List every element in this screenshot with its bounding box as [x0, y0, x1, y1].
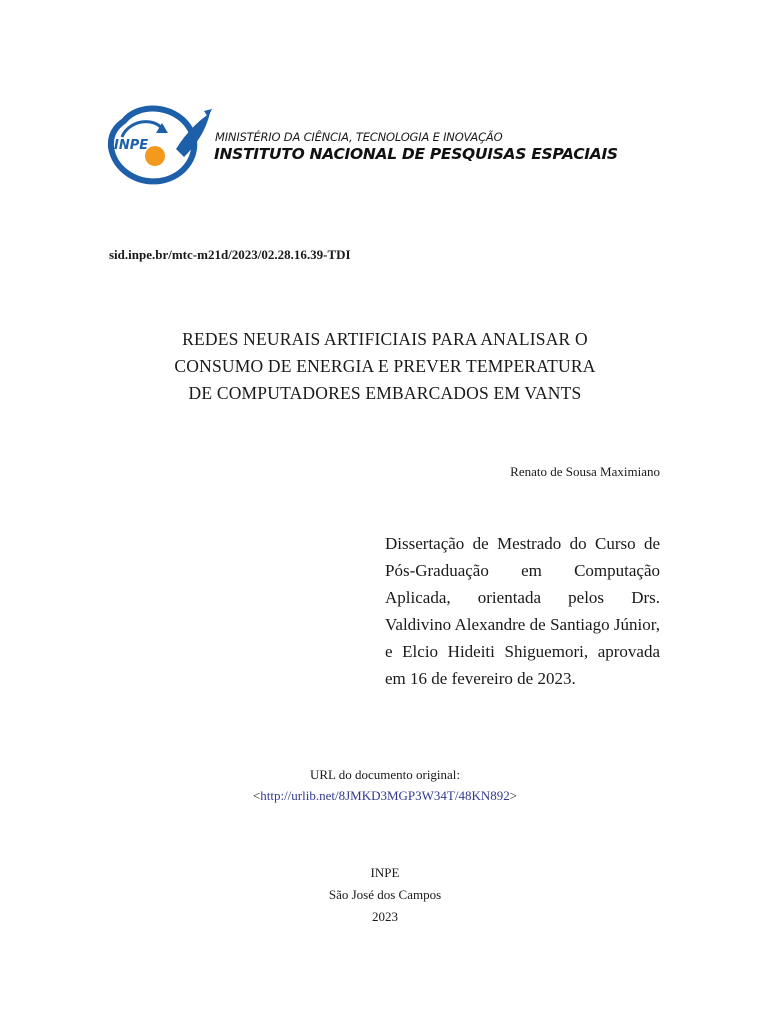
document-url-link[interactable]: http://urlib.net/8JMKD3MGP3W34T/48KN892 [260, 788, 510, 803]
ministry-name: MINISTÉRIO DA CIÊNCIA, TECNOLOGIA E INOVAÇÃO [215, 130, 503, 144]
imprint-city: São José dos Campos [328, 887, 442, 902]
imprint [0, 862, 770, 928]
url-open-bracket: < [252, 788, 261, 803]
url-block [0, 764, 770, 806]
imprint-institution: INPE [370, 865, 400, 880]
url-close-bracket: > [509, 788, 518, 803]
author-name: Renato de Sousa Maximiano [510, 464, 660, 479]
title-line: REDES NEURAIS ARTIFICIAIS PARA ANALISAR O [182, 329, 588, 349]
inpe-logo [106, 103, 618, 185]
url-label: URL do documento original: [309, 767, 461, 782]
title-line: CONSUMO DE ENERGIA E PREVER TEMPERATURA [174, 356, 596, 376]
inpe-emblem-icon [106, 103, 216, 185]
document-title [100, 326, 670, 407]
imprint-year: 2023 [372, 909, 398, 924]
emblem-text: INPE [114, 138, 149, 153]
dissertation-description: Dissertação de Mestrado do Curso de Pós-Graduação em Computação Aplicada, orientada pelos Drs. Valdivino Alexandre de Santiago Júnior, e Elcio Hideiti Shiguemori, aprovada em 16 de fevereiro de 2023. [385, 534, 660, 688]
title-line: DE COMPUTADORES EMBARCADOS EM VANTS [188, 383, 582, 403]
document-id: sid.inpe.br/mtc-m21d/2023/02.28.16.39-TDI [109, 247, 351, 262]
institute-name: INSTITUTO NACIONAL DE PESQUISAS ESPACIAIS [214, 145, 618, 163]
url-line [0, 785, 770, 806]
